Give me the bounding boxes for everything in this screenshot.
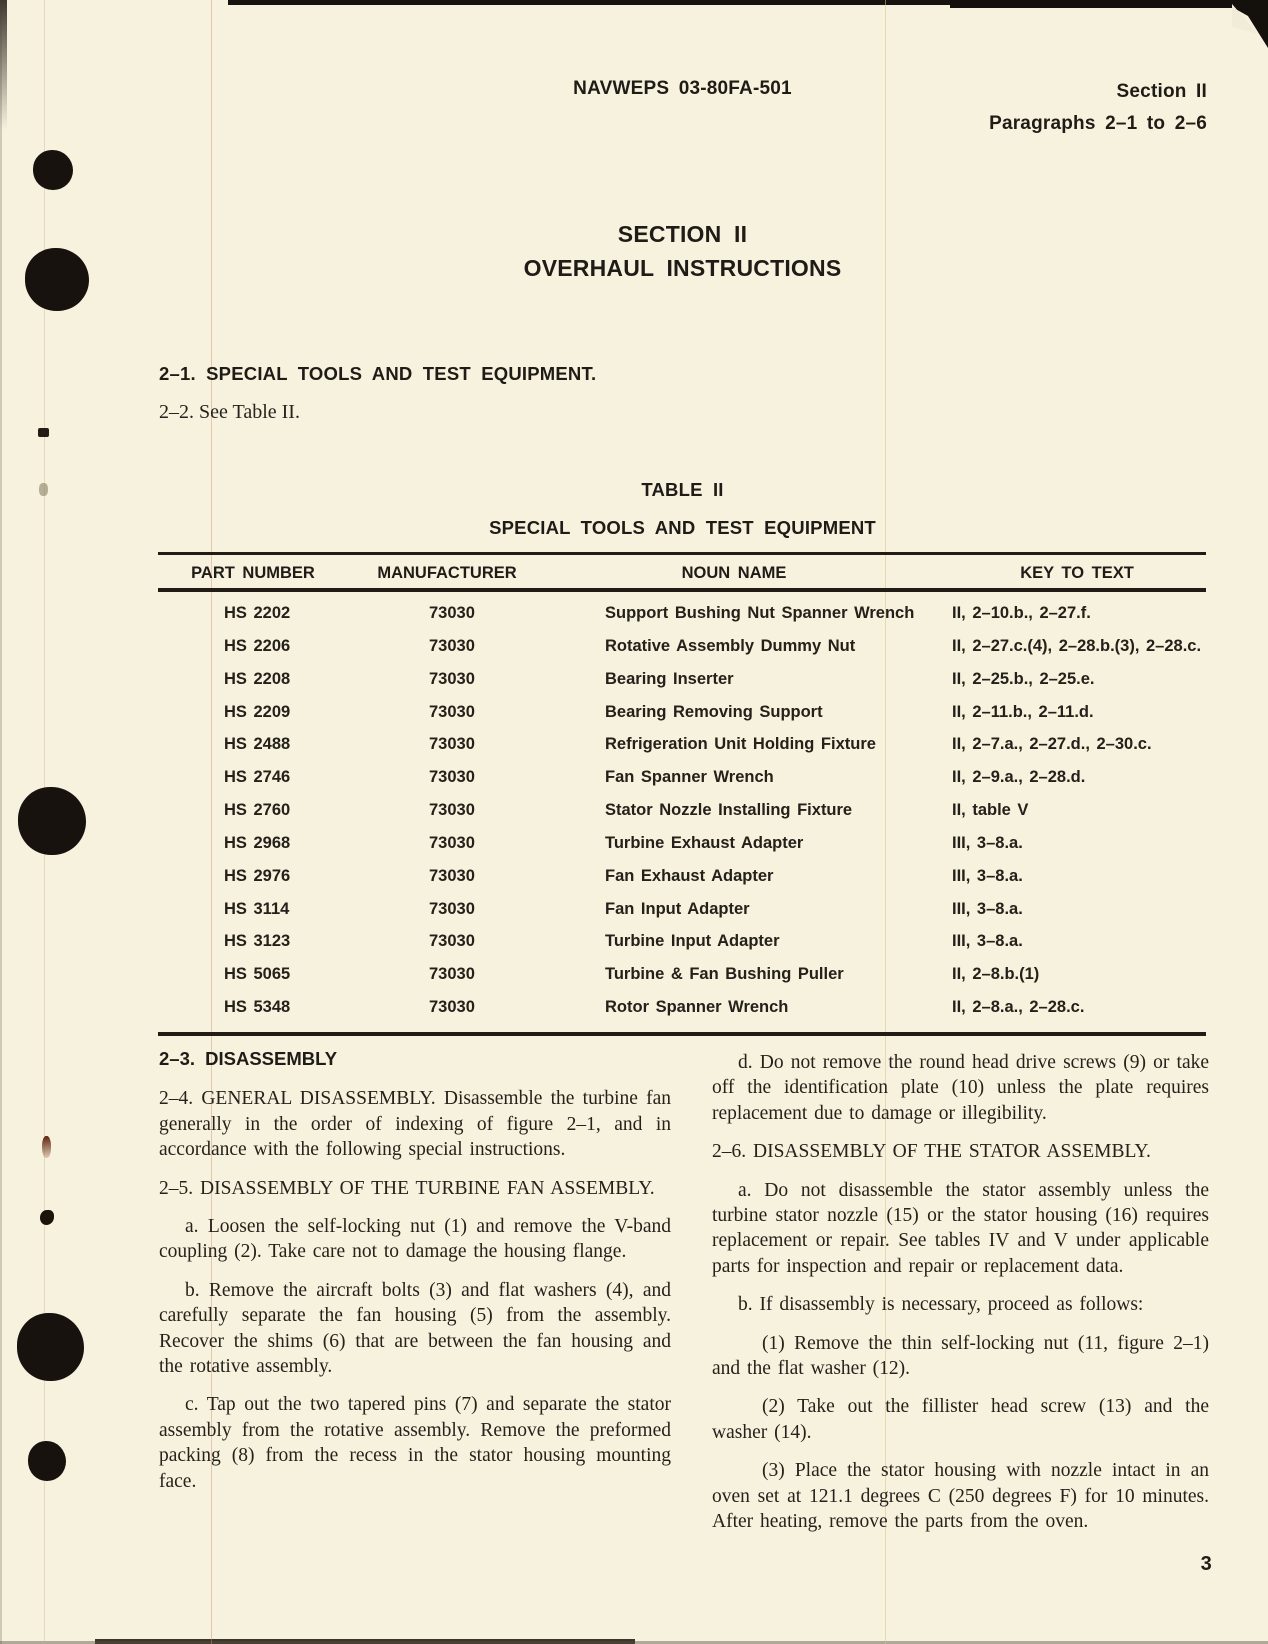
cell-key-to-text: III, 3–8.a. (952, 833, 1023, 852)
ink-dot (17, 1313, 84, 1381)
cell-part-number: HS 5348 (224, 998, 291, 1017)
cell-key-to-text: III, 3–8.a. (952, 866, 1023, 885)
cell-manufacturer: 73030 (429, 965, 475, 984)
table-row (158, 696, 1206, 729)
ink-speck (40, 1210, 54, 1225)
cell-key-to-text: III, 3–8.a. (952, 932, 1023, 951)
table-row (158, 794, 1206, 827)
col-header-manufacturer: MANUFACTURER (377, 564, 517, 582)
cell-manufacturer: 73030 (429, 932, 475, 951)
cell-manufacturer: 73030 (429, 833, 475, 852)
cell-manufacturer: 73030 (429, 998, 475, 1017)
cell-noun-name: Fan Input Adapter (605, 899, 750, 918)
cell-manufacturer: 73030 (429, 768, 475, 787)
cell-key-to-text: II, 2–25.b., 2–25.e. (952, 669, 1095, 688)
table-rule-top (158, 552, 1206, 555)
cell-noun-name: Turbine & Fan Bushing Puller (605, 965, 844, 984)
table-row (158, 663, 1206, 696)
page-number: 3 (1200, 1553, 1212, 1575)
table-row (158, 728, 1206, 761)
table-rows (158, 597, 1206, 1024)
cell-part-number: HS 2209 (224, 702, 291, 721)
cell-key-to-text: III, 3–8.a. (952, 899, 1023, 918)
cell-part-number: HS 3114 (224, 899, 290, 918)
ink-dot (18, 787, 86, 855)
cell-manufacturer: 73030 (429, 702, 475, 721)
table-rule-header (158, 588, 1206, 592)
header-right-block (700, 76, 1207, 140)
heading-2-6: 2–6. DISASSEMBLY OF THE STATOR ASSEMBLY. (712, 1141, 1151, 1163)
paragraph-2-6-a: a. Do not disassemble the stator assembly unless the turbine stator nozzle (15) or the stator housing (16) requires replacement or repair. See tables IV and V under applicable parts for inspection and repair or replacement data. (712, 1179, 1209, 1277)
table-title: TABLE II (641, 479, 724, 500)
paragraph-2-5: 2–5. DISASSEMBLY OF THE TURBINE FAN ASSEMBLY. (159, 1177, 655, 1199)
cell-noun-name: Rotor Spanner Wrench (605, 998, 789, 1017)
table-row (158, 630, 1206, 663)
cell-manufacturer: 73030 (429, 669, 475, 688)
col-header-key-to-text: KEY TO TEXT (1020, 564, 1134, 582)
table-subtitle: SPECIAL TOOLS AND TEST EQUIPMENT (489, 517, 876, 538)
cell-manufacturer: 73030 (429, 636, 475, 655)
folded-corner-artifact (1196, 0, 1268, 52)
cell-part-number: HS 2976 (224, 866, 291, 885)
cell-noun-name: Turbine Input Adapter (605, 932, 780, 951)
cell-manufacturer: 73030 (429, 801, 475, 820)
cell-manufacturer: 73030 (429, 899, 475, 918)
cell-key-to-text: II, table V (952, 801, 1029, 820)
cell-manufacturer: 73030 (429, 866, 475, 885)
doc-number: NAVWEPS 03-80FA-501 (573, 78, 792, 99)
col-header-noun-name: NOUN NAME (681, 564, 787, 582)
cell-key-to-text: II, 2–7.a., 2–27.d., 2–30.c. (952, 735, 1152, 754)
rust-stain (42, 1136, 51, 1158)
paragraph-2-6-b-2: (2) Take out the fillister head screw (13) and the washer (14). (712, 1396, 1209, 1443)
ink-dot (33, 150, 73, 190)
cell-part-number: HS 2760 (224, 801, 291, 820)
cell-key-to-text: II, 2–27.c.(4), 2–28.b.(3), 2–28.c. (952, 636, 1202, 655)
table-row (158, 958, 1206, 991)
ink-speck (38, 428, 49, 437)
table-row (158, 893, 1206, 926)
paragraph-2-5-d: d. Do not remove the round head drive screws (9) or take off the identification plate (10) unless the plate requires replacement due to damage or illegibility. (712, 1052, 1209, 1124)
faint-stain (39, 483, 48, 496)
table-rule-bottom (158, 1032, 1206, 1036)
heading-2-3: 2–3. DISASSEMBLY (159, 1048, 338, 1069)
right-column (712, 1050, 1209, 1548)
cell-noun-name: Support Bushing Nut Spanner Wrench (605, 604, 915, 622)
cell-part-number: HS 2746 (224, 768, 291, 787)
cell-key-to-text: II, 2–8.b.(1) (952, 965, 1040, 984)
cell-manufacturer: 73030 (429, 604, 475, 622)
table-row (158, 597, 1206, 630)
section-label: Section II (1116, 81, 1207, 102)
cell-noun-name: Fan Exhaust Adapter (605, 866, 774, 885)
ink-dot (28, 1441, 66, 1481)
cell-key-to-text: II, 2–9.a., 2–28.d. (952, 768, 1086, 787)
cell-noun-name: Bearing Removing Support (605, 702, 823, 721)
paragraph-2-5-a: a. Loosen the self-locking nut (1) and remove the V-band coupling (2). Take care not to damage the housing flange. (159, 1216, 671, 1263)
table-row (158, 860, 1206, 893)
cell-key-to-text: II, 2–8.a., 2–28.c. (952, 998, 1085, 1017)
cell-manufacturer: 73030 (429, 735, 475, 754)
cell-noun-name: Stator Nozzle Installing Fixture (605, 801, 853, 820)
cell-noun-name: Rotative Assembly Dummy Nut (605, 636, 856, 655)
cell-noun-name: Refrigeration Unit Holding Fixture (605, 735, 876, 754)
cell-part-number: HS 5065 (224, 965, 291, 984)
left-column (159, 1046, 671, 1507)
table-row (158, 925, 1206, 958)
paragraph-2-6-b-3: (3) Place the stator housing with nozzle intact in an oven set at 121.1 degrees C (250 degrees F) for 10 minutes. After heating, remove the parts from the oven. (712, 1460, 1209, 1533)
cell-noun-name: Fan Spanner Wrench (605, 768, 774, 787)
paragraph-2-2: 2–2. See Table II. (159, 401, 300, 423)
cell-part-number: HS 2208 (224, 669, 291, 688)
cell-part-number: HS 2488 (224, 735, 291, 754)
table-header-row (158, 560, 1206, 586)
paragraph-2-4: 2–4. GENERAL DISASSEMBLY. Disassemble the turbine fan generally in the order of indexing of figure 2–1, and in accordance with the following special instructions. (159, 1088, 671, 1161)
paragraph-2-6-b: b. If disassembly is necessary, proceed as follows: (738, 1294, 1144, 1316)
cell-part-number: HS 2206 (224, 636, 291, 655)
cell-noun-name: Bearing Inserter (605, 669, 734, 688)
paragraph-range-label: Paragraphs 2–1 to 2–6 (989, 113, 1207, 134)
table-row (158, 991, 1206, 1024)
scan-left-edge (0, 0, 2, 1644)
paragraph-2-1-heading: 2–1. SPECIAL TOOLS AND TEST EQUIPMENT. (159, 363, 597, 384)
col-header-part-number: PART NUMBER (191, 564, 315, 582)
paragraph-2-5-b: b. Remove the aircraft bolts (3) and flat washers (4), and carefully separate the fan housing (5) from the assembly. Recover the shims (6) that are between the fan housing and the rotative assembly. (159, 1279, 671, 1378)
paragraph-2-6-b-1: (1) Remove the thin self-locking nut (11, figure 2–1) and the flat washer (12). (712, 1332, 1209, 1380)
section-subtitle: OVERHAUL INSTRUCTIONS (523, 255, 842, 281)
paragraph-2-5-c: c. Tap out the two tapered pins (7) and separate the stator assembly from the rotative assembly. Remove the preformed packing (8) from the recess in the stator housing mounting face. (159, 1394, 671, 1492)
table-row (158, 761, 1206, 794)
cell-key-to-text: II, 2–10.b., 2–27.f. (952, 604, 1091, 622)
cell-part-number: HS 3123 (224, 932, 291, 951)
ink-dot (25, 248, 89, 311)
table-row (158, 827, 1206, 860)
section-title: SECTION II (617, 221, 748, 247)
cell-part-number: HS 2968 (224, 833, 291, 852)
cell-key-to-text: II, 2–11.b., 2–11.d. (952, 702, 1094, 721)
cell-part-number: HS 2202 (224, 604, 291, 622)
cell-noun-name: Turbine Exhaust Adapter (605, 833, 804, 852)
